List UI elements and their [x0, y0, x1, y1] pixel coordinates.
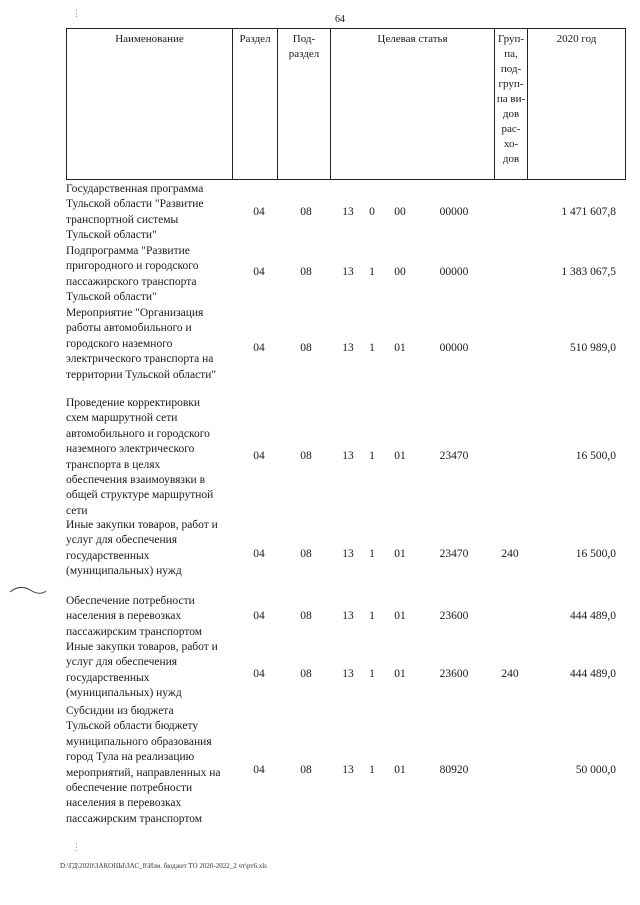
row-subsection: 08 — [300, 450, 312, 462]
row-name: Подпрограмма "Развитие пригородного и городского пассажирского транспорта Тульской области" — [66, 245, 199, 304]
header-name: Наименование — [67, 29, 233, 179]
row-section: 04 — [253, 342, 265, 354]
header-target-article: Целевая статья — [331, 29, 495, 179]
row-target-code: 23600 — [439, 668, 469, 680]
row-section: 04 — [253, 610, 265, 622]
row-section: 04 — [253, 764, 265, 776]
row-target-event: 01 — [394, 342, 406, 354]
row-group: 240 — [501, 668, 519, 680]
row-section: 04 — [253, 668, 265, 680]
row-name: Субсидии из бюджета Тульской области бюджету муниципального образования город Тула на реализацию мероприятий, направленных на обеспечение потребности населения в перевозках пассажирским транспортом — [66, 705, 221, 825]
row-target-code: 00000 — [439, 206, 469, 218]
row-target-program: 13 — [342, 764, 354, 776]
row-amount: 16 500,0 — [575, 548, 616, 560]
row-subsection: 08 — [300, 764, 312, 776]
header-group: Груп- па, под- груп- па ви- дов рас- хо- дов — [495, 29, 528, 179]
row-subsection: 08 — [300, 610, 312, 622]
row-target-subprogram: 1 — [369, 450, 375, 462]
row-target-code: 80920 — [439, 764, 469, 776]
row-target-subprogram: 1 — [369, 548, 375, 560]
header-year: 2020 год — [556, 33, 597, 45]
row-target-code: 00000 — [439, 342, 469, 354]
row-target-code: 23470 — [439, 548, 469, 560]
row-target-event: 00 — [394, 206, 406, 218]
row-amount: 16 500,0 — [575, 450, 616, 462]
row-target-event: 01 — [394, 548, 406, 560]
row-subsection: 08 — [300, 668, 312, 680]
row-target-subprogram: 0 — [369, 206, 375, 218]
row-section: 04 — [253, 450, 265, 462]
row-target-subprogram: 1 — [369, 764, 375, 776]
row-target-subprogram: 1 — [369, 610, 375, 622]
row-subsection: 08 — [300, 342, 312, 354]
pen-mark — [8, 582, 48, 596]
row-subsection: 08 — [300, 548, 312, 560]
row-amount: 1 471 607,8 — [561, 206, 616, 218]
row-target-code: 23600 — [439, 610, 469, 622]
row-name: Государственная программа Тульской области "Развитие транспортной системы Тульской области" — [66, 183, 204, 242]
row-target-code: 23470 — [439, 450, 469, 462]
row-amount: 444 489,0 — [570, 668, 616, 680]
scan-speck: ⋮ — [72, 8, 81, 18]
row-target-subprogram: 1 — [369, 668, 375, 680]
row-subsection: 08 — [300, 206, 312, 218]
row-target-program: 13 — [342, 450, 354, 462]
row-amount: 444 489,0 — [570, 610, 616, 622]
row-target-program: 13 — [342, 548, 354, 560]
page-number: 64 — [335, 14, 345, 25]
file-path-footer: D:\ГД\2020\ЗАКОНЫ\ЗАС_8\Изм. бюджет ТО 2020-2022_2 чт\рт6.xls — [60, 862, 267, 870]
row-group: 240 — [501, 548, 519, 560]
row-target-event: 01 — [394, 668, 406, 680]
row-target-subprogram: 1 — [369, 342, 375, 354]
header-section: Раздел — [233, 29, 278, 179]
row-amount: 50 000,0 — [575, 764, 616, 776]
row-target-program: 13 — [342, 342, 354, 354]
row-target-program: 13 — [342, 266, 354, 278]
row-target-event: 01 — [394, 450, 406, 462]
row-subsection: 08 — [300, 266, 312, 278]
row-target-code: 00000 — [439, 266, 469, 278]
row-amount: 1 383 067,5 — [561, 266, 616, 278]
row-section: 04 — [253, 206, 265, 218]
row-target-event: 00 — [394, 266, 406, 278]
row-name: Обеспечение потребности населения в перевозках пассажирским транспортом — [66, 595, 203, 638]
row-name: Иные закупки товаров, работ и услуг для обеспечения государственных (муниципальных) нужд — [66, 519, 218, 578]
row-section: 04 — [253, 266, 265, 278]
row-target-program: 13 — [342, 206, 354, 218]
row-target-program: 13 — [342, 610, 354, 622]
row-section: 04 — [253, 548, 265, 560]
row-name: Иные закупки товаров, работ и услуг для обеспечения государственных (муниципальных) нужд — [66, 641, 218, 700]
header-subsection: Под- раздел — [278, 29, 331, 179]
table-header — [66, 28, 626, 180]
row-target-program: 13 — [342, 668, 354, 680]
scan-speck: ⋮ — [72, 842, 81, 852]
row-target-subprogram: 1 — [369, 266, 375, 278]
row-name: Проведение корректировки схем маршрутной сети автомобильного и городского наземного электрического транспорта в целях обеспечения взаимоувязки в общей структуре маршрутной сети — [66, 397, 214, 517]
row-name: Мероприятие "Организация работы автомобильного и городского наземного электрического транспорта на территории Тульской области" — [66, 307, 217, 381]
row-amount: 510 989,0 — [570, 342, 616, 354]
row-target-event: 01 — [394, 764, 406, 776]
row-target-event: 01 — [394, 610, 406, 622]
